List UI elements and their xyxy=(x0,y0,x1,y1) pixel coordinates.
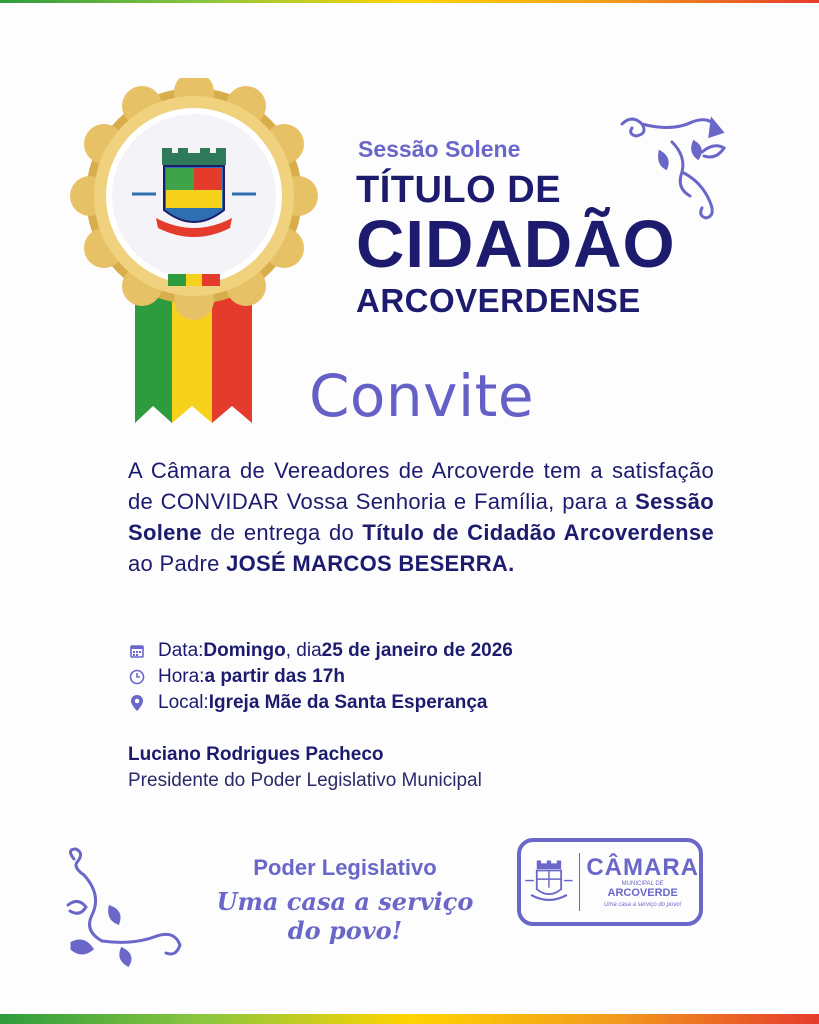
signer-name: Luciano Rodrigues Pacheco xyxy=(128,744,384,765)
location-pin-icon xyxy=(128,694,146,712)
session-kicker: Sessão Solene xyxy=(358,136,521,162)
date-row: Data: Domingo , dia 25 de janeiro de 2026 xyxy=(128,638,728,664)
floral-ornament-icon xyxy=(612,112,732,227)
logo-separator xyxy=(579,853,580,911)
title-line-1: TÍTULO DE xyxy=(356,169,562,211)
top-color-stripe xyxy=(0,0,819,3)
footer-motto xyxy=(200,855,490,945)
time-row: Hora: a partir das 17h xyxy=(128,664,728,690)
clock-icon xyxy=(128,668,146,686)
place-row: Local: Igreja Mãe da Santa Esperança xyxy=(128,690,728,716)
logo-text: CÂMARA MUNICIPAL DE ARCOVERDE Uma casa a serviço do povo! xyxy=(586,854,699,908)
invitation-paragraph: A Câmara de Vereadores de Arcoverde tem a satisfação de CONVIDAR Vossa Senhoria e Família, para a Sessão Solene de entrega do Título de Cidadão Arcoverdense ao Padre JOSÉ MARCOS BESERRA. xyxy=(128,458,714,576)
signer-role: Presidente do Poder Legislativo Municipal xyxy=(128,770,482,791)
footer-slogan: Uma casa a serviço do povo! xyxy=(216,887,474,945)
title-line-3: ARCOVERDENSE xyxy=(356,282,641,319)
floral-ornament-bottom-icon xyxy=(62,845,187,970)
crest-icon xyxy=(521,842,577,922)
signature-block xyxy=(128,744,482,792)
footer-org: Poder Legislativo xyxy=(253,855,437,880)
bottom-color-stripe xyxy=(0,1014,819,1024)
calendar-icon xyxy=(128,642,146,660)
event-details xyxy=(128,638,728,716)
title-line-2: CIDADÃO xyxy=(356,207,676,282)
camara-logo xyxy=(517,838,703,926)
invitation-heading: Convite xyxy=(308,362,535,430)
